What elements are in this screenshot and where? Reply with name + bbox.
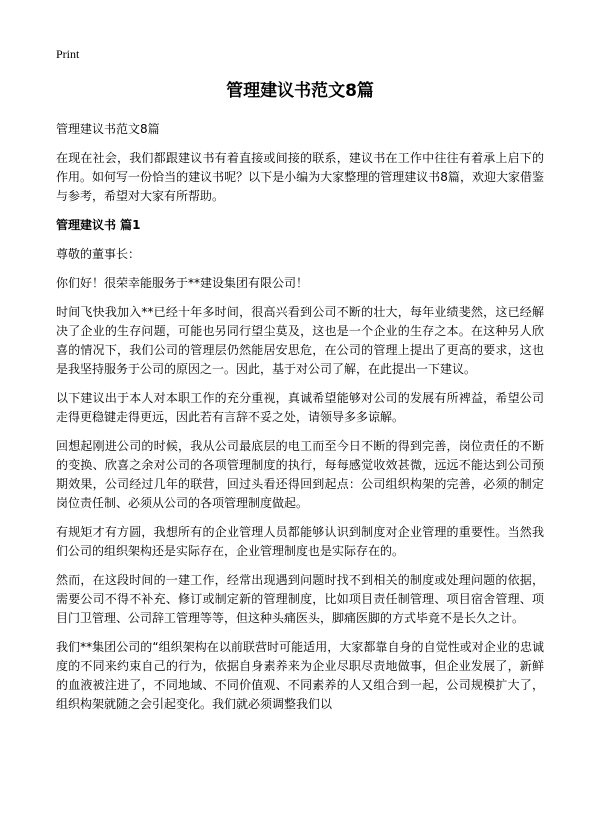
intro-paragraph: 在现在社会，我们都跟建议书有着直接或间接的联系，建议书在工作中往往有着承上启下的作用。如何写一份恰当的建议书呢？以下是小编为大家整理的管理建议书8篇，欢迎大家借鉴与参考，希望对大家有所帮助。 [56,151,544,203]
body-paragraph: 然而，在这段时间的一建工作，经常出现遇到问题时找不到相关的制度或处理问题的依据，需要公司不得不补充、修订或制定新的管理制度，比如项目责任制管理、项目宿舍管理、项目门卫管理、公司辞工管理等等，但这种头痛医头，脚痛医脚的方式毕竟不是长久之计。 [56,573,544,625]
body-paragraph: 以下建议出于本人对本职工作的充分重视，真诚希望能够对公司的发展有所裨益，希望公司走得更稳键走得更远，因此若有言辞不妥之处，请领导多多谅解。 [56,391,544,424]
document-body [56,149,544,724]
body-paragraph: 回想起刚进公司的时候，我从公司最底层的电工而至今日不断的得到完善，岗位责任的不断的变换、欣喜之余对公司的各项管理制度的执行，每每感觉收效甚微，远远不能达到公司预期效果，公司经过几年的联营，回过头看还得回到起点：公司组织构架的完善，必须的制定岗位责任制、必须从公司的各项管理制度做起。 [56,439,544,510]
body-paragraph: 时间飞快我加入**已经十年多时间，很高兴看到公司不断的壮大，每年业绩斐然，这已经解决了企业的生存问题，可能也另同行望尘莫及，这也是一个企业的生存之本。在这种另人欣喜的情况下，我们公司的管理层仍然能居安思危，在公司的管理上提出了更高的要求，这也是我坚持服务于公司的原因之一。因此，基于对公司了解，在此提出一下建议。 [56,305,544,376]
document-subtitle: 管理建议书范文8篇 [56,122,160,136]
salutation: 尊敬的董事长： [56,247,141,261]
body-paragraph: 有规矩才有方圆，我想所有的企业管理人员都能够认识到制度对企业管理的重要性。当然我们公司的组织架构还是实际存在，企业管理制度也是实际存在的。 [56,525,544,558]
greeting-paragraph: 你们好！很荣幸能服务于**建设集团有限公司！ [56,276,309,290]
body-paragraph: 我们**集团公司的“组织架构在以前联营时可能适用，大家都靠自身的自觉性或对企业的忠诚度的不同来约束自己的行为，依据自身素养来为企业尽职尽责地做事，但企业发展了，新鲜的血液被注进了，不同地域、不同价值观、不同素养的人又组合到一起，公司规模扩大了，组织构架就随之会引起变化。我们就必须调整我们以 [56,640,544,711]
print-link[interactable]: Print [56,47,80,61]
section-heading: 管理建议书 篇1 [56,218,141,232]
document-title: 管理建议书范文8篇 [226,81,374,101]
